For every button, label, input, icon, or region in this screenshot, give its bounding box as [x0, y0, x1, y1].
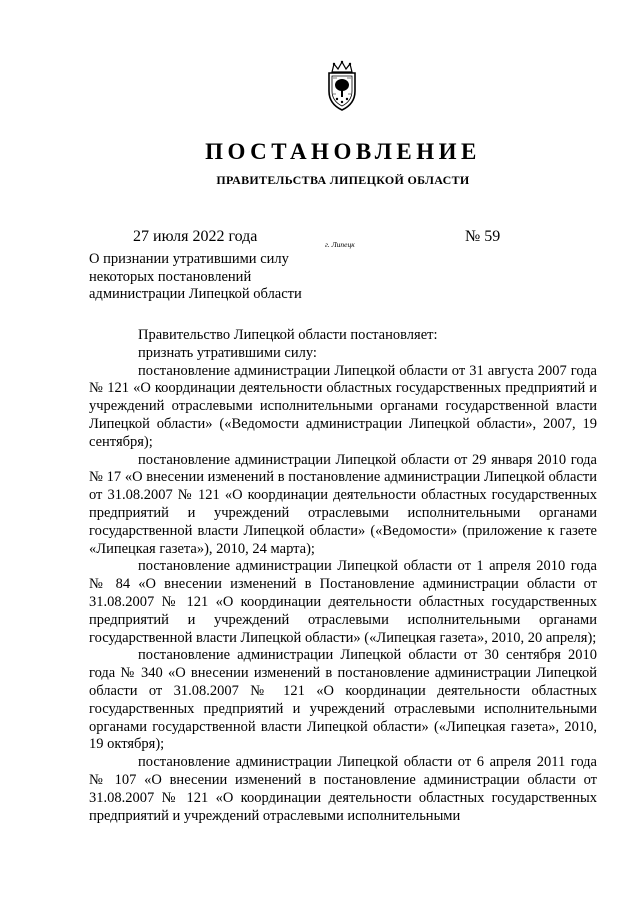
- heading-line: О признании утратившими силу: [89, 251, 289, 267]
- document-title: ПОСТАНОВЛЕНИЕ: [205, 139, 481, 164]
- document-number: № 59: [465, 228, 501, 245]
- body-paragraph: постановление администрации Липецкой области от 1 апреля 2010 года № 84 «О внесении изменений в Постановление администрации области от 31.08.2007 № 121 «О координации деятельности областных государственных предприятий и учреждений отраслевыми исполнительными органами государственной власти Липецкой области» («Липецкая газета», 2010, 20 апреля);: [89, 558, 597, 646]
- document-heading: [89, 251, 329, 304]
- body-paragraph: постановление администрации Липецкой области от 29 января 2010 года № 17 «О внесении изменений в постановление администрации Липецкой области от 31.08.2007 № 121 «О координации деятельности областных государственных предприятий и учреждений отраслевыми исполнительными органами государственной власти Липецкой области» («Ведомости» (приложение к газете «Липецкая газета»), 2010, 24 марта);: [89, 451, 597, 557]
- document-city: г. Липецк: [325, 240, 355, 249]
- coat-of-arms-icon: [323, 60, 361, 112]
- document-body: [89, 327, 597, 825]
- body-paragraph: постановление администрации Липецкой области от 30 сентября 2010 года № 340 «О внесении изменений в постановление администрации Липецкой области от 31.08.2007 № 121 «О координации деятельности областных государственных предприятий и учреждений отраслевыми исполнительными органами государственной власти Липецкой области» («Липецкая газета», 2010, 19 октября);: [89, 647, 597, 753]
- document-date: 27 июля 2022 года: [133, 228, 258, 245]
- body-paragraph: постановление администрации Липецкой области от 6 апреля 2011 года № 107 «О внесении изменений в постановление администрации области от 31.08.2007 № 121 «О координации деятельности областных государственных предприятий и учреждений отраслевыми исполнительными: [89, 754, 597, 824]
- heading-line: администрации Липецкой области: [89, 286, 302, 302]
- body-paragraph: постановление администрации Липецкой области от 31 августа 2007 года № 121 «О координации деятельности областных государственных предприятий и учреждений отраслевыми исполнительными органами государственной власти Липецкой области» («Ведомости администрации Липецкой области», 2007, 19 сентября);: [89, 362, 597, 450]
- body-paragraph: Правительство Липецкой области постановляет:: [138, 327, 438, 343]
- document-subtitle: ПРАВИТЕЛЬСТВА ЛИПЕЦКОЙ ОБЛАСТИ: [216, 173, 470, 187]
- heading-line: некоторых постановлений: [89, 268, 252, 285]
- body-paragraph: признать утратившими силу:: [138, 344, 317, 361]
